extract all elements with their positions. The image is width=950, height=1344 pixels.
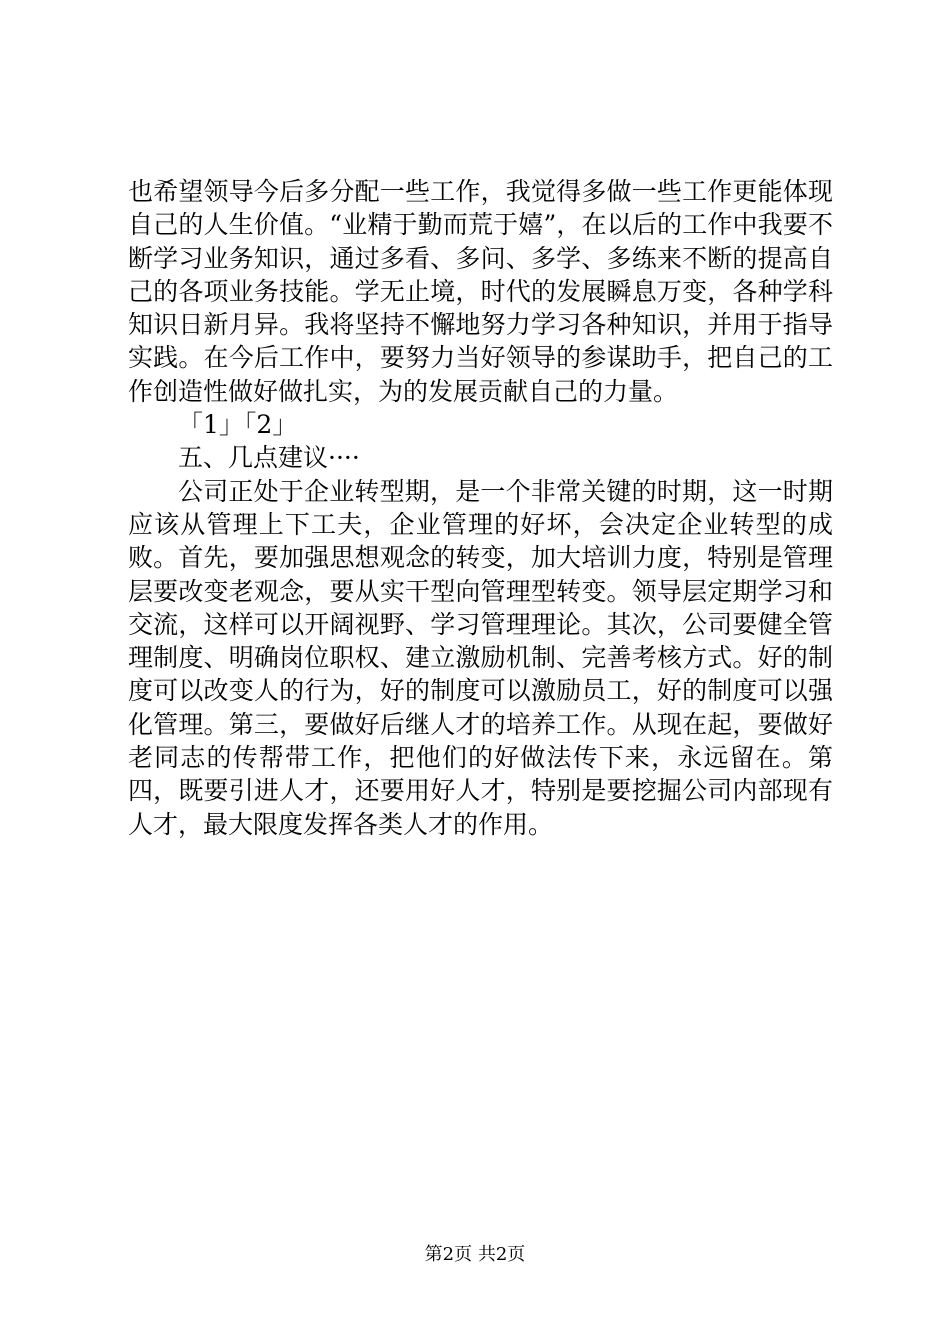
reference-markers: 「1」「2」: [178, 410, 298, 440]
paragraph-self-improvement: 也希望领导今后多分配一些工作，我觉得多做一些工作更能体现自己的人生价值。“业精于勤而荒于嬉”，在以后的工作中我要不断学习业务知识，通过多看、多问、多学、多练来不断的提高自己的各项业务技能。学无止境，时代的发展瞬息万变，各种学科知识日新月异。我将坚持不懈地努力学习各种知识，并用于指导实践。在今后工作中，要努力当好领导的参谋助手，把自己的工作创造性做好做扎实，为的发展贡献自己的力量。: [128, 177, 833, 406]
section-heading-suggestions: 五、几点建议····: [178, 443, 360, 473]
page-footer: 第2页 共2页: [424, 1244, 526, 1265]
paragraph-suggestions: 公司正处于企业转型期，是一个非常关键的时期，这一时期应该从管理上下工夫，企业管理的好坏，会决定企业转型的成败。首先，要加强思想观念的转变，加大培训力度，特别是管理层要改变老观念，要从实干型向管理型转变。领导层定期学习和交流，这样可以开阔视野、学习管理理论。其次，公司要健全管理制度、明确岗位职权、建立激励机制、完善考核方式。好的制度可以改变人的行为，好的制度可以激励员工，好的制度可以强化管理。第三，要做好后继人才的培养工作。从现在起，要做好老同志的传帮带工作，把他们的好做法传下来，永远留在。第四，既要引进人才，还要用好人才，特别是要挖掘公司内部现有人才，最大限度发挥各类人才的作用。: [128, 476, 833, 839]
document-body: [128, 175, 833, 841]
